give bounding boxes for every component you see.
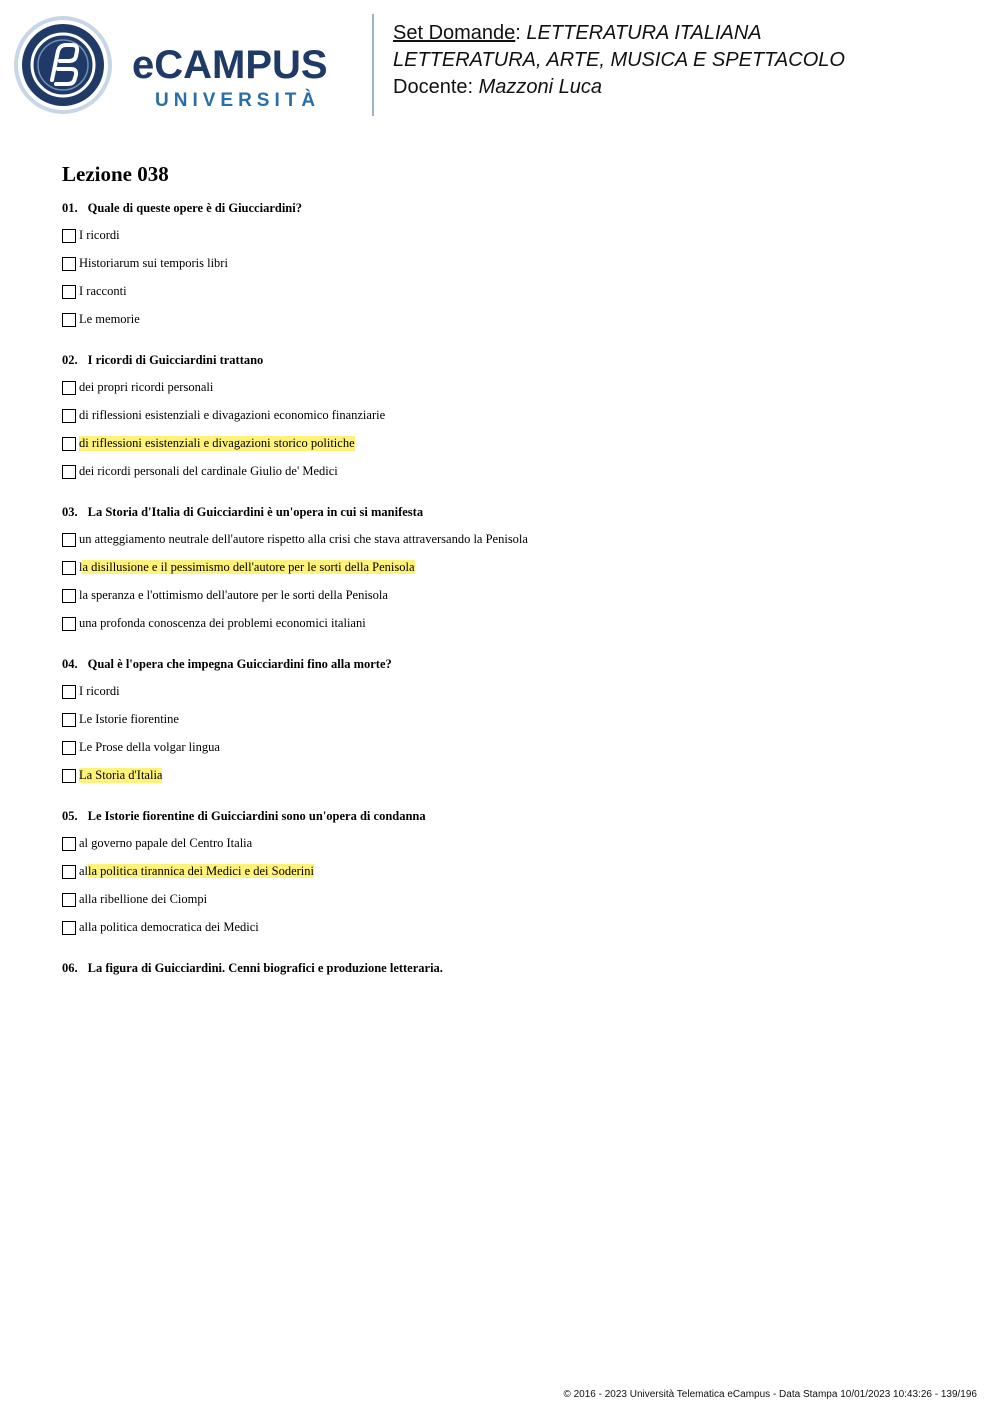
answer-checkbox[interactable]	[62, 409, 76, 423]
header-divider	[372, 14, 374, 116]
answer-checkbox[interactable]	[62, 561, 76, 575]
answer-checkbox[interactable]	[62, 285, 76, 299]
question-06: 06. La figura di Guicciardini. Cenni biografici e produzione letteraria.	[62, 961, 443, 975]
answer-checkbox[interactable]	[62, 865, 76, 879]
answer-option[interactable]	[62, 379, 962, 396]
answer-option[interactable]	[62, 683, 962, 700]
docente-label: Docente:	[393, 76, 474, 98]
set-line	[393, 20, 845, 47]
answer-text: Le memorie	[79, 312, 140, 326]
answer-text: alla politica democratica dei Medici	[79, 920, 259, 934]
question-02: 02. I ricordi di Guicciardini trattano	[62, 353, 264, 367]
answer-checkbox[interactable]	[62, 893, 76, 907]
docente-name: Mazzoni Luca	[478, 76, 603, 98]
answer-option-correct[interactable]	[62, 767, 962, 784]
answer-checkbox[interactable]	[62, 257, 76, 271]
answer-checkbox[interactable]	[62, 465, 76, 479]
answer-checkbox[interactable]	[62, 769, 76, 783]
answer-text: di riflessioni esistenziali e divagazioni economico finanziarie	[79, 408, 386, 422]
answer-option[interactable]	[62, 311, 962, 328]
answer-text: I ricordi	[79, 684, 120, 698]
header-info	[393, 20, 845, 101]
answer-option[interactable]	[62, 739, 962, 756]
answer-text: Le Istorie fiorentine	[79, 712, 179, 726]
answer-checkbox[interactable]	[62, 741, 76, 755]
answer-checkbox[interactable]	[62, 921, 76, 935]
set-title: LETTERATURA ITALIANA	[526, 22, 762, 44]
answer-option[interactable]	[62, 919, 962, 936]
answer-text: dei ricordi personali del cardinale Giulio de' Medici	[79, 464, 338, 478]
answer-text: Historiarum sui temporis libri	[79, 256, 228, 270]
answer-checkbox[interactable]	[62, 837, 76, 851]
page-footer: © 2016 - 2023 Università Telematica eCampus - Data Stampa 10/01/2023 10:43:26 - 139/196	[563, 1389, 977, 1400]
svg-text:UNIVERSITÀ: UNIVERSITÀ	[155, 90, 321, 111]
answer-checkbox[interactable]	[62, 533, 76, 547]
answer-text-highlighted: di riflessioni esistenziali e divagazioni storico politiche	[79, 436, 355, 450]
docente-line	[393, 74, 845, 101]
answer-text: I racconti	[79, 284, 127, 298]
answer-checkbox[interactable]	[62, 437, 76, 451]
ecampus-logo	[14, 14, 359, 116]
answer-text: un atteggiamento neutrale dell'autore rispetto alla crisi che stava attraversando la Penisola	[79, 532, 528, 546]
answer-text: al governo papale del Centro Italia	[79, 836, 253, 850]
svg-text:eCAMPUS: eCAMPUS	[132, 43, 328, 87]
answer-option[interactable]	[62, 615, 962, 632]
question-04: 04. Qual è l'opera che impegna Guicciardini fino alla morte?	[62, 657, 392, 671]
set-label: Set Domande	[393, 22, 516, 44]
answer-text: Le Prose della volgar lingua	[79, 740, 220, 754]
answer-option[interactable]	[62, 227, 962, 244]
answer-checkbox[interactable]	[62, 713, 76, 727]
answer-text: la speranza e l'ottimismo dell'autore per le sorti della Penisola	[79, 588, 388, 602]
answer-checkbox[interactable]	[62, 313, 76, 327]
answer-option[interactable]	[62, 891, 962, 908]
answer-checkbox[interactable]	[62, 617, 76, 631]
answer-text: I ricordi	[79, 228, 120, 242]
question-05: 05. Le Istorie fiorentine di Guicciardini sono un'opera di condanna	[62, 809, 426, 823]
answer-text-highlighted: La Storia d'Italia	[79, 768, 163, 782]
set-subtitle: LETTERATURA, ARTE, MUSICA E SPETTACOLO	[393, 49, 845, 71]
answer-text: dei propri ricordi personali	[79, 380, 214, 394]
answer-option[interactable]	[62, 407, 962, 424]
question-01: 01. Quale di queste opere è di Giucciardini?	[62, 201, 302, 215]
answer-option[interactable]	[62, 531, 962, 548]
answer-checkbox[interactable]	[62, 685, 76, 699]
answer-option-correct[interactable]	[62, 435, 962, 452]
lesson-content	[62, 160, 962, 987]
answer-option[interactable]	[62, 255, 962, 272]
answer-text-highlighted: a disillusione e il pessimismo dell'autore per le sorti della Penisola	[82, 560, 415, 574]
question-03: 03. La Storia d'Italia di Guicciardini è un'opera in cui si manifesta	[62, 505, 424, 519]
answer-text: alla ribellione dei Ciompi	[79, 892, 208, 906]
answer-option[interactable]	[62, 463, 962, 480]
answer-text: una profonda conoscenza dei problemi economici italiani	[79, 616, 366, 630]
answer-option[interactable]	[62, 587, 962, 604]
set-colon: :	[515, 22, 521, 44]
answer-option[interactable]	[62, 283, 962, 300]
answer-checkbox[interactable]	[62, 381, 76, 395]
answer-option[interactable]	[62, 835, 962, 852]
lesson-title: Lezione 038	[62, 162, 169, 186]
answer-checkbox[interactable]	[62, 589, 76, 603]
answer-text: alla politica tirannica dei Medici e dei Soderini	[79, 864, 314, 878]
answer-text: la disillusione e il pessimismo dell'autore per le sorti della Penisola	[79, 560, 415, 574]
answer-option-correct[interactable]	[62, 559, 962, 576]
answer-text-highlighted: la politica tirannica dei Medici e dei Soderini	[88, 864, 314, 878]
answer-option-correct[interactable]	[62, 863, 962, 880]
answer-option[interactable]	[62, 711, 962, 728]
answer-checkbox[interactable]	[62, 229, 76, 243]
